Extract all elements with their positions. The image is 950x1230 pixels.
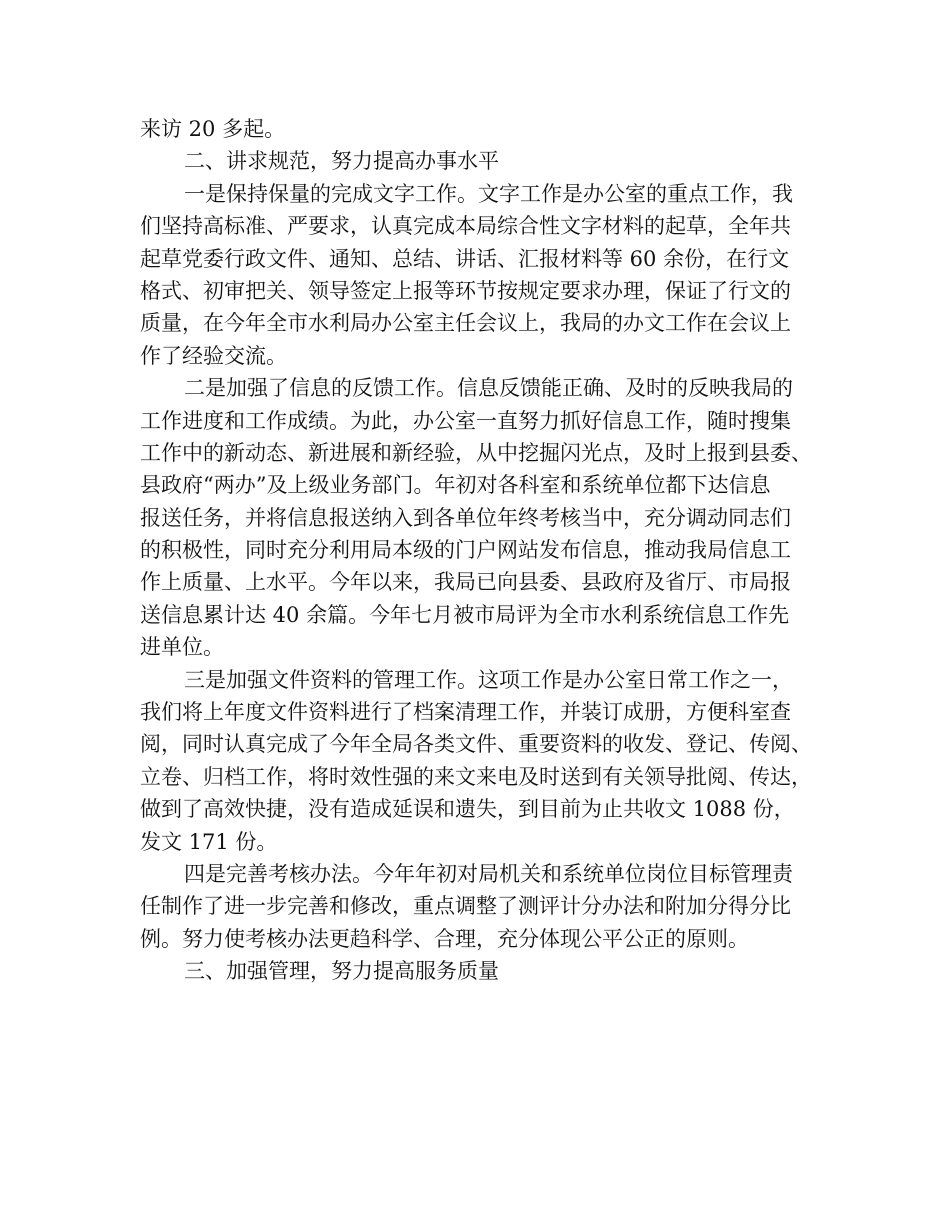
paragraph-line: 起草党委行政文件、通知、总结、讲话、汇报材料等 60 余份，在行文 <box>140 246 790 271</box>
paragraph-line: 工作中的新动态、新进展和新经验，从中挖掘闪光点，及时上报到县委、 <box>140 440 812 465</box>
paragraph-line: 一是保持保量的完成文字工作。文字工作是办公室的重点工作，我 <box>184 181 793 206</box>
section-heading: 二、讲求规范，努力提高办事水平 <box>184 149 499 174</box>
paragraph-line: 们坚持高标准、严要求，认真完成本局综合性文字材料的起草，全年共 <box>140 214 791 239</box>
paragraph-line: 格式、初审把关、领导签定上报等环节按规定要求办理，保证了行文的 <box>140 278 791 303</box>
paragraph-line: 工作进度和工作成绩。为此，办公室一直努力抓好信息工作，随时搜集 <box>140 408 791 433</box>
paragraph-line: 县政府“两办”及上级业务部门。年初对各科室和系统单位都下达信息 <box>140 473 771 498</box>
paragraph-line: 三是加强文件资料的管理工作。这项工作是办公室日常工作之一， <box>184 667 793 692</box>
paragraph-line: 立卷、归档工作，将时效性强的来文来电及时送到有关领导批阅、传达， <box>140 764 812 789</box>
paragraph-line: 发文 171 份。 <box>140 829 278 854</box>
paragraph-line: 送信息累计达 40 余篇。今年七月被市局评为全市水利系统信息工作先 <box>140 602 790 627</box>
paragraph-line: 我们将上年度文件资料进行了档案清理工作，并装订成册，方便科室查 <box>140 700 791 725</box>
paragraph-line: 四是完善考核办法。今年年初对局机关和系统单位岗位目标管理责 <box>184 861 793 886</box>
paragraph-line: 进单位。 <box>140 635 224 660</box>
paragraph-line: 作上质量、上水平。今年以来，我局已向县委、县政府及省厅、市局报 <box>140 570 791 595</box>
paragraph-line: 例。努力使考核办法更趋科学、合理，充分体现公平公正的原则。 <box>140 926 749 951</box>
paragraph-line: 报送任务，并将信息报送纳入到各单位年终考核当中，充分调动同志们 <box>140 505 791 530</box>
paragraph-line: 作了经验交流。 <box>140 343 287 368</box>
paragraph-line: 二是加强了信息的反馈工作。信息反馈能正确、及时的反映我局的 <box>184 376 793 401</box>
paragraph-line: 的积极性，同时充分利用局本级的门户网站发布信息，推动我局信息工 <box>140 538 791 563</box>
paragraph-line: 来访 20 多起。 <box>140 117 286 141</box>
paragraph-line: 做到了高效快捷，没有造成延误和遗失，到目前为止共收文 1088 份， <box>140 797 795 822</box>
section-heading: 三、加强管理，努力提高服务质量 <box>184 959 499 984</box>
paragraph-line: 任制作了进一步完善和修改，重点调整了测评计分办法和附加分得分比 <box>140 894 791 919</box>
document-body <box>140 113 830 988</box>
paragraph-line: 质量，在今年全市水利局办公室主任会议上，我局的办文工作在会议上 <box>140 311 791 336</box>
paragraph-line: 阅，同时认真完成了今年全局各类文件、重要资料的收发、登记、传阅、 <box>140 732 812 757</box>
